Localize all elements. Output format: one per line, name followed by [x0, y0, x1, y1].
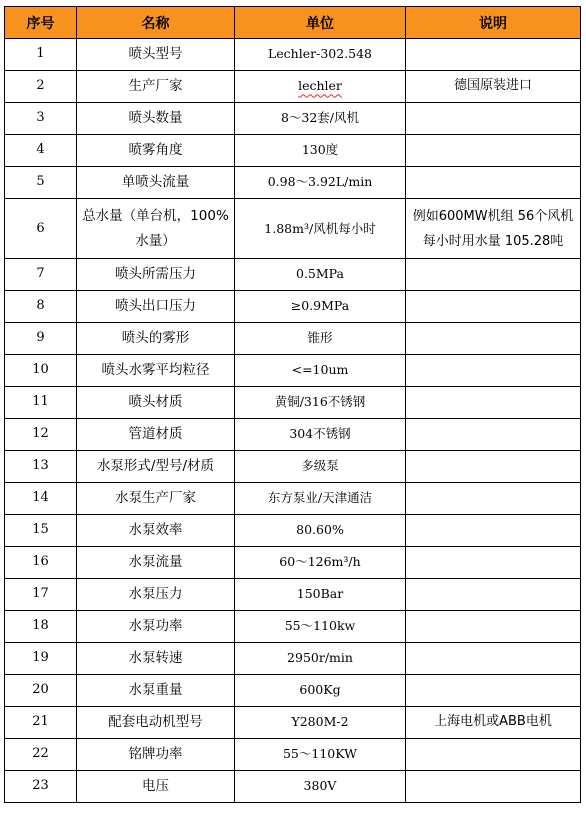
header-note: 说明 — [406, 7, 581, 39]
table-row — [5, 291, 581, 323]
cell-no: 11 — [5, 387, 77, 419]
cell-note — [406, 135, 581, 167]
cell-no: 8 — [5, 291, 77, 323]
cell-name: 总水量（单台机，100%水量） — [77, 199, 235, 259]
cell-no: 19 — [5, 643, 77, 675]
cell-note — [406, 419, 581, 451]
cell-no: 17 — [5, 579, 77, 611]
cell-note: 例如600MW机组 56个风机每小时用水量 105.28吨 — [406, 199, 581, 259]
cell-no: 4 — [5, 135, 77, 167]
cell-no: 1 — [5, 39, 77, 71]
cell-name: 喷头数量 — [77, 103, 235, 135]
cell-no: 23 — [5, 771, 77, 803]
cell-name: 管道材质 — [77, 419, 235, 451]
cell-name: 喷头出口压力 — [77, 291, 235, 323]
cell-no: 10 — [5, 355, 77, 387]
header-no: 序号 — [5, 7, 77, 39]
table-row — [5, 387, 581, 419]
cell-note — [406, 323, 581, 355]
table-row — [5, 611, 581, 643]
cell-unit: 锥形 — [235, 323, 406, 355]
cell-unit: Lechler-302.548 — [235, 39, 406, 71]
cell-note — [406, 259, 581, 291]
table-row — [5, 547, 581, 579]
table-row — [5, 451, 581, 483]
cell-name: 喷头所需压力 — [77, 259, 235, 291]
table-row — [5, 771, 581, 803]
table-row — [5, 39, 581, 71]
cell-unit: 8～32套/风机 — [235, 103, 406, 135]
cell-name: 电压 — [77, 771, 235, 803]
cell-no: 16 — [5, 547, 77, 579]
table-row — [5, 135, 581, 167]
table-row — [5, 579, 581, 611]
table-row — [5, 167, 581, 199]
cell-name: 生产厂家 — [77, 71, 235, 103]
cell-unit: 55～110kw — [235, 611, 406, 643]
cell-no: 20 — [5, 675, 77, 707]
cell-name: 喷头的雾形 — [77, 323, 235, 355]
cell-note — [406, 771, 581, 803]
cell-no: 2 — [5, 71, 77, 103]
table-row — [5, 71, 581, 103]
table-row — [5, 515, 581, 547]
cell-no: 22 — [5, 739, 77, 771]
cell-note — [406, 355, 581, 387]
table-row — [5, 739, 581, 771]
table-row — [5, 259, 581, 291]
header-unit: 单位 — [235, 7, 406, 39]
cell-unit: 304不锈钢 — [235, 419, 406, 451]
cell-unit — [235, 71, 406, 103]
cell-unit: 600Kg — [235, 675, 406, 707]
cell-unit: 0.98～3.92L/min — [235, 167, 406, 199]
table-row — [5, 419, 581, 451]
cell-no: 18 — [5, 611, 77, 643]
cell-name: 配套电动机型号 — [77, 707, 235, 739]
cell-name: 水泵流量 — [77, 547, 235, 579]
header-name: 名称 — [77, 7, 235, 39]
cell-no: 6 — [5, 199, 77, 259]
spec-table — [4, 6, 581, 803]
cell-unit: 150Bar — [235, 579, 406, 611]
cell-unit: 多级泵 — [235, 451, 406, 483]
cell-name: 水泵转速 — [77, 643, 235, 675]
cell-unit: 130度 — [235, 135, 406, 167]
cell-unit: 0.5MPa — [235, 259, 406, 291]
cell-note — [406, 167, 581, 199]
cell-note — [406, 103, 581, 135]
cell-name: 单喷头流量 — [77, 167, 235, 199]
spellcheck-underlined-text: lechler — [298, 78, 342, 94]
table-row — [5, 707, 581, 739]
cell-name: 水泵生产厂家 — [77, 483, 235, 515]
table-row — [5, 355, 581, 387]
cell-unit: 东方泵业/天津通洁 — [235, 483, 406, 515]
cell-name: 喷雾角度 — [77, 135, 235, 167]
cell-note — [406, 643, 581, 675]
cell-name: 喷头型号 — [77, 39, 235, 71]
cell-name: 水泵压力 — [77, 579, 235, 611]
table-row — [5, 483, 581, 515]
cell-name: 水泵重量 — [77, 675, 235, 707]
cell-note — [406, 579, 581, 611]
table-row — [5, 323, 581, 355]
cell-unit: Y280M-2 — [235, 707, 406, 739]
cell-name: 水泵功率 — [77, 611, 235, 643]
cell-note — [406, 483, 581, 515]
cell-no: 15 — [5, 515, 77, 547]
table-body — [5, 39, 581, 803]
cell-note — [406, 675, 581, 707]
table-row — [5, 675, 581, 707]
table-row — [5, 643, 581, 675]
cell-name: 水泵效率 — [77, 515, 235, 547]
cell-note: 上海电机或ABB电机 — [406, 707, 581, 739]
cell-no: 14 — [5, 483, 77, 515]
table-row — [5, 199, 581, 259]
cell-unit: ≥0.9MPa — [235, 291, 406, 323]
cell-note — [406, 739, 581, 771]
cell-no: 3 — [5, 103, 77, 135]
cell-note — [406, 387, 581, 419]
cell-note — [406, 39, 581, 71]
cell-name: 铭牌功率 — [77, 739, 235, 771]
cell-note — [406, 291, 581, 323]
cell-no: 5 — [5, 167, 77, 199]
cell-no: 21 — [5, 707, 77, 739]
cell-note — [406, 515, 581, 547]
cell-no: 13 — [5, 451, 77, 483]
cell-no: 7 — [5, 259, 77, 291]
cell-name: 喷头材质 — [77, 387, 235, 419]
cell-no: 9 — [5, 323, 77, 355]
table-header-row — [5, 7, 581, 39]
cell-unit: 80.60% — [235, 515, 406, 547]
cell-note — [406, 611, 581, 643]
cell-unit: 黄铜/316不锈钢 — [235, 387, 406, 419]
cell-note — [406, 547, 581, 579]
cell-unit: 55～110KW — [235, 739, 406, 771]
cell-name: 水泵形式/型号/材质 — [77, 451, 235, 483]
cell-no: 12 — [5, 419, 77, 451]
cell-unit: 2950r/min — [235, 643, 406, 675]
cell-note — [406, 451, 581, 483]
cell-name: 喷头水雾平均粒径 — [77, 355, 235, 387]
cell-unit: 1.88m³/风机每小时 — [235, 199, 406, 259]
table-row — [5, 103, 581, 135]
cell-unit: <=10um — [235, 355, 406, 387]
cell-unit: 380V — [235, 771, 406, 803]
cell-note: 德国原装进口 — [406, 71, 581, 103]
cell-unit: 60～126m³/h — [235, 547, 406, 579]
